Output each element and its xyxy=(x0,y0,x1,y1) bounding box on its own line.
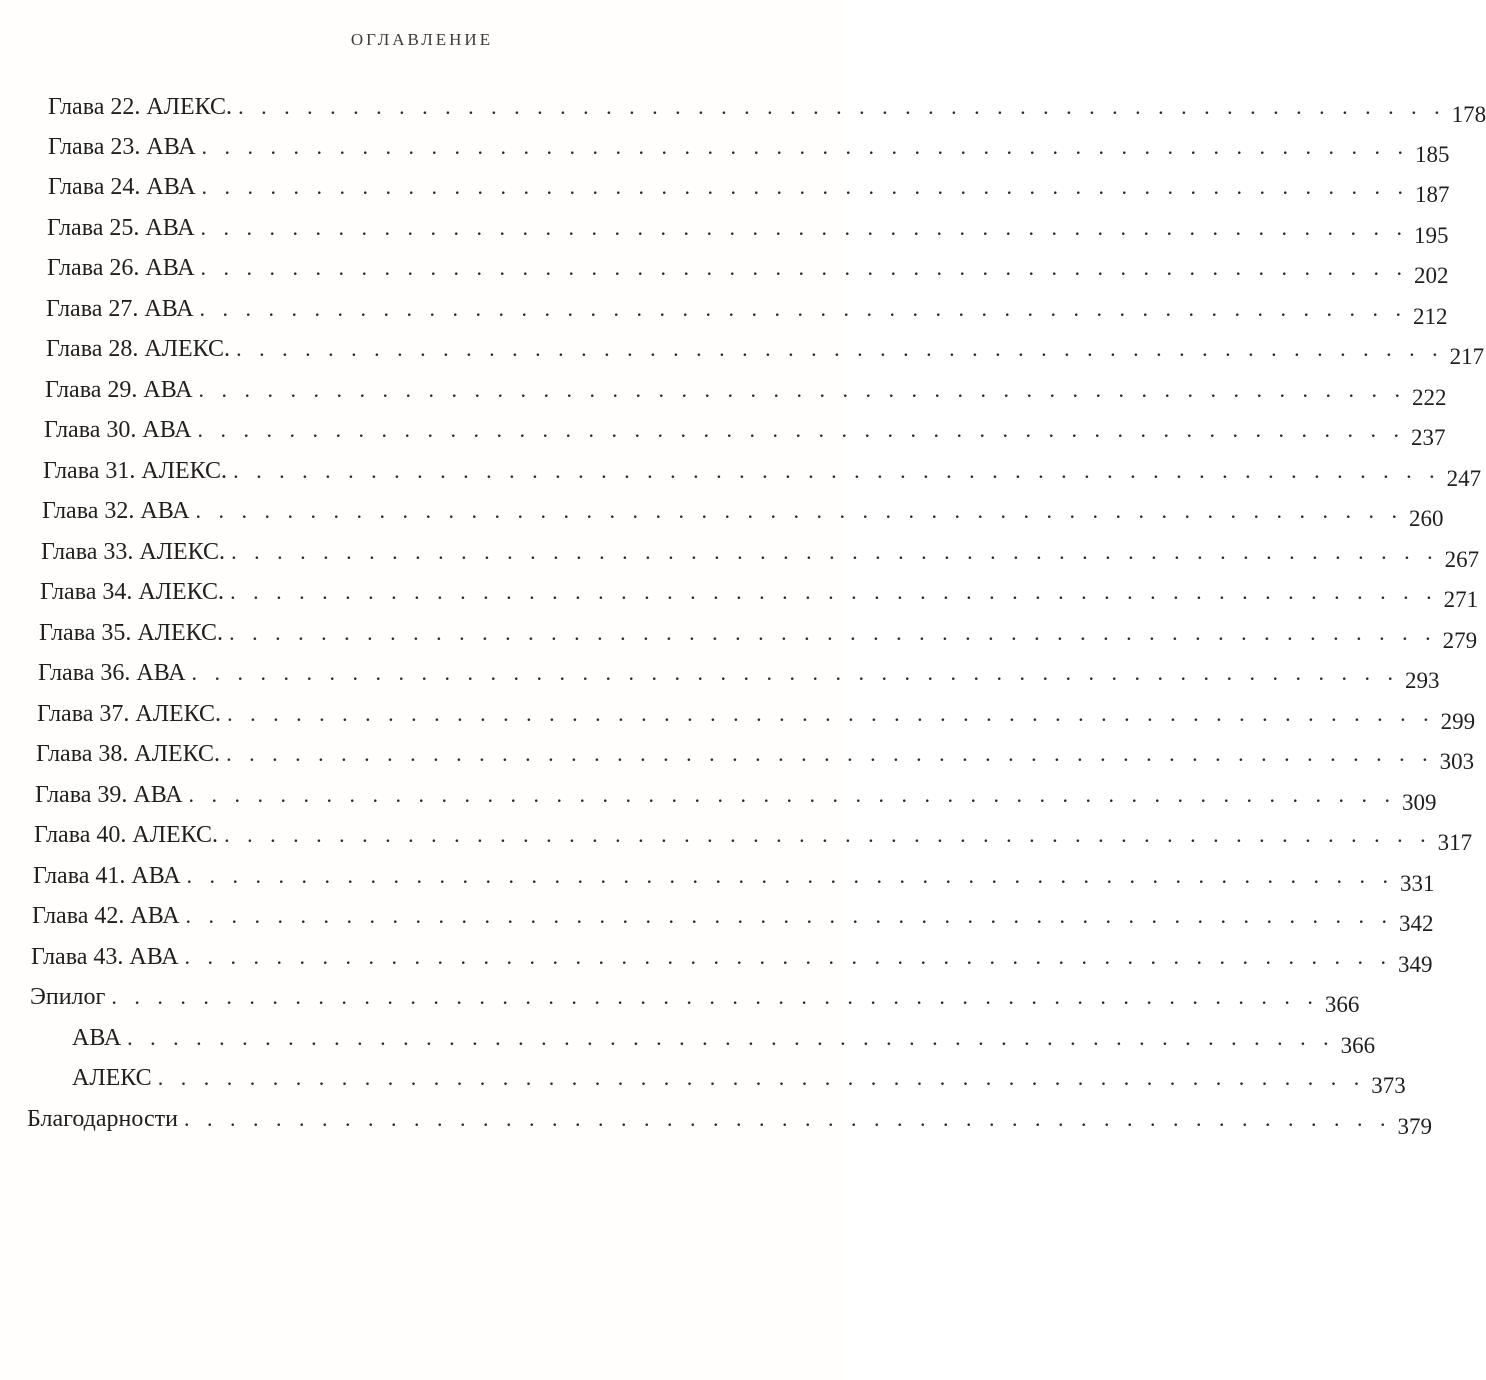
toc-entry-page: 331 xyxy=(1400,871,1435,896)
dot-leader: . . . . . . . . . . . . . . . . . . . . . . . . . . . . . . . . . . . . . . . . . . . . . . . . . . . . . xyxy=(197,417,1406,442)
dot-leader: . . . . . . . . . . . . . . . . . . . . . . . . . . . . . . . . . . . . . . . . . . . . . . . . . . . . . xyxy=(200,255,1409,280)
dot-leader: . . . . . . . . . . . . . . . . . . . . . . . . . . . . . . . . . . . . . . . . . . . . . . . . . . . . . xyxy=(230,579,1438,604)
toc-entry-page: 212 xyxy=(1413,304,1448,329)
toc-entry-label: Глава 34. АЛЕКС. xyxy=(40,579,225,605)
toc-entry-label: АЛЕКС xyxy=(72,1065,152,1091)
toc-entry-label: Глава 40. АЛЕКС. xyxy=(34,822,219,848)
toc-entry-page: 317 xyxy=(1437,830,1473,855)
toc-entry xyxy=(43,452,1482,491)
toc-entry-label: Глава 30. АВА xyxy=(44,417,192,443)
toc-entry-page: 366 xyxy=(1324,992,1360,1017)
dot-leader: . . . . . . . . . . . . . . . . . . . . . . . . . . . . . . . . . . . . . . . . . . . . . . . . . . . . . xyxy=(157,1065,1366,1090)
toc-entry xyxy=(27,1100,1432,1139)
dot-leader: . . . . . . . . . . . . . . . . . . . . . . . . . . . . . . . . . . . . . . . . . . . . . . . . . . . . . xyxy=(238,94,1446,119)
toc-entry xyxy=(33,857,1435,896)
toc-entry xyxy=(32,897,1434,936)
toc-entry xyxy=(37,695,1476,734)
toc-entry-page: 202 xyxy=(1414,263,1449,288)
toc-entry-page: 195 xyxy=(1414,223,1449,248)
toc-entry-label: Глава 42. АВА xyxy=(32,903,180,929)
dot-leader: . . . . . . . . . . . . . . . . . . . . . . . . . . . . . . . . . . . . . . . . . . . . . . . . . . . . . xyxy=(127,1025,1335,1050)
dot-leader: . . . . . . . . . . . . . . . . . . . . . . . . . . . . . . . . . . . . . . . . . . . . . . . . . . . . . xyxy=(200,215,1409,240)
toc-entry-page: 237 xyxy=(1411,425,1446,450)
toc-entry xyxy=(48,128,1450,167)
toc-entry-label: Глава 39. АВА xyxy=(35,782,183,808)
toc-entry-label: Глава 38. АЛЕКС. xyxy=(36,741,221,767)
dot-leader: . . . . . . . . . . . . . . . . . . . . . . . . . . . . . . . . . . . . . . . . . . . . . . . . . . . . . xyxy=(199,296,1408,321)
toc-entry-label: Глава 22. АЛЕКС. xyxy=(48,94,233,120)
toc-subentry xyxy=(72,1019,1376,1058)
toc-entry xyxy=(39,614,1478,653)
toc-entry xyxy=(46,290,1448,329)
toc-entry xyxy=(42,492,1444,531)
toc-entry-page: 260 xyxy=(1409,506,1444,531)
toc-entry-page: 379 xyxy=(1397,1114,1432,1139)
dot-leader: . . . . . . . . . . . . . . . . . . . . . . . . . . . . . . . . . . . . . . . . . . . . . . . . . . . . . xyxy=(224,822,1432,847)
toc-subentry xyxy=(72,1059,1406,1098)
toc-entry-label: Эпилог xyxy=(30,984,106,1010)
toc-entry xyxy=(38,654,1440,693)
dot-leader: . . . . . . . . . . . . . . . . . . . . . . . . . . . . . . . . . . . . . . . . . . . . . . . . . . . . . xyxy=(191,660,1400,685)
toc-entry-label: Глава 23. АВА xyxy=(48,134,196,160)
toc-entry-page: 187 xyxy=(1415,182,1450,207)
dot-leader: . . . . . . . . . . . . . . . . . . . . . . . . . . . . . . . . . . . . . . . . . . . . . . . . . . . . . xyxy=(201,174,1410,199)
toc-entry xyxy=(41,533,1480,572)
toc-entry-label: Глава 25. АВА xyxy=(47,215,195,241)
dot-leader: . . . . . . . . . . . . . . . . . . . . . . . . . . . . . . . . . . . . . . . . . . . . . . . . . . . . . xyxy=(198,377,1407,402)
dot-leader: . . . . . . . . . . . . . . . . . . . . . . . . . . . . . . . . . . . . . . . . . . . . . . . . . . . . . xyxy=(236,336,1444,361)
toc-entry-page: 366 xyxy=(1340,1033,1376,1058)
toc-entry-page: 247 xyxy=(1446,466,1482,491)
running-head: ОГЛАВЛЕНИЕ xyxy=(350,30,494,49)
toc-entry-label: Глава 36. АВА xyxy=(38,660,186,686)
dot-leader: . . . . . . . . . . . . . . . . . . . . . . . . . . . . . . . . . . . . . . . . . . . . . . . . . . . . . xyxy=(233,458,1441,483)
toc-entry-page: 267 xyxy=(1444,547,1480,572)
toc-entry-label: Глава 26. АВА xyxy=(47,255,195,281)
toc-entry xyxy=(35,776,1437,815)
toc-entry xyxy=(30,978,1360,1017)
dot-leader: . . . . . . . . . . . . . . . . . . . . . . . . . . . . . . . . . . . . . . . . . . . . . . . . . . . . . xyxy=(227,701,1435,726)
toc-entry-page: 271 xyxy=(1443,587,1479,612)
dot-leader: . . . . . . . . . . . . . . . . . . . . . . . . . . . . . . . . . . . . . . . . . . . . . . . . . . . . . xyxy=(226,741,1434,766)
toc-entry-label: Глава 29. АВА xyxy=(45,377,193,403)
dot-leader: . . . . . . . . . . . . . . . . . . . . . . . . . . . . . . . . . . . . . . . . . . . . . . . . . . . . . xyxy=(195,498,1404,523)
toc-entry xyxy=(36,735,1475,774)
toc-entry-label: Глава 35. АЛЕКС. xyxy=(39,620,224,646)
toc-entry-page: 185 xyxy=(1415,142,1450,167)
toc-entry-page: 309 xyxy=(1402,790,1437,815)
toc-entry-label: Глава 32. АВА xyxy=(42,498,190,524)
toc-entry xyxy=(48,168,1450,207)
toc-entry-label: Глава 28. АЛЕКС. xyxy=(46,336,231,362)
toc-entry-page: 303 xyxy=(1439,749,1475,774)
dot-leader: . . . . . . . . . . . . . . . . . . . . . . . . . . . . . . . . . . . . . . . . . . . . . . . . . . . . . xyxy=(184,944,1393,969)
toc-entry xyxy=(46,330,1485,369)
toc-entry-page: 279 xyxy=(1442,628,1478,653)
toc-entry xyxy=(45,371,1447,410)
toc-entry-page: 349 xyxy=(1398,952,1433,977)
toc-entry xyxy=(34,816,1473,855)
toc-entry xyxy=(44,411,1446,450)
toc-entry-page: 222 xyxy=(1412,385,1447,410)
toc-entry-page: 299 xyxy=(1440,709,1476,734)
toc-entry xyxy=(40,573,1479,612)
toc-entry-page: 293 xyxy=(1405,668,1440,693)
toc-entry-page: 373 xyxy=(1371,1073,1406,1098)
toc-entry xyxy=(47,209,1449,248)
toc-entry-label: Глава 43. АВА xyxy=(31,944,179,970)
dot-leader: . . . . . . . . . . . . . . . . . . . . . . . . . . . . . . . . . . . . . . . . . . . . . . . . . . . . . xyxy=(185,903,1394,928)
dot-leader: . . . . . . . . . . . . . . . . . . . . . . . . . . . . . . . . . . . . . . . . . . . . . . . . . . . . . xyxy=(186,863,1395,888)
dot-leader: . . . . . . . . . . . . . . . . . . . . . . . . . . . . . . . . . . . . . . . . . . . . . . . . . . . . . xyxy=(111,984,1319,1009)
dot-leader: . . . . . . . . . . . . . . . . . . . . . . . . . . . . . . . . . . . . . . . . . . . . . . . . . . . . . xyxy=(188,782,1397,807)
dot-leader: . . . . . . . . . . . . . . . . . . . . . . . . . . . . . . . . . . . . . . . . . . . . . . . . . . . . . xyxy=(231,539,1439,564)
dot-leader: . . . . . . . . . . . . . . . . . . . . . . . . . . . . . . . . . . . . . . . . . . . . . . . . . . . . . xyxy=(183,1106,1392,1131)
toc-entry-label: Глава 33. АЛЕКС. xyxy=(41,539,226,565)
toc-entry-page: 217 xyxy=(1449,344,1485,369)
toc-entry-label: Глава 37. АЛЕКС. xyxy=(37,701,222,727)
toc-entry xyxy=(47,249,1449,288)
toc-entry xyxy=(48,88,1486,127)
toc-entry-label: Благодарности xyxy=(27,1106,178,1132)
toc-entry-page: 342 xyxy=(1399,911,1434,936)
toc-entry-page: 178 xyxy=(1451,102,1486,127)
toc-entry-label: Глава 41. АВА xyxy=(33,863,181,889)
dot-leader: . . . . . . . . . . . . . . . . . . . . . . . . . . . . . . . . . . . . . . . . . . . . . . . . . . . . . xyxy=(201,134,1410,159)
toc-entry-label: Глава 24. АВА xyxy=(48,174,196,200)
toc-entry-label: Глава 27. АВА xyxy=(46,296,194,322)
dot-leader: . . . . . . . . . . . . . . . . . . . . . . . . . . . . . . . . . . . . . . . . . . . . . . . . . . . . . xyxy=(229,620,1437,645)
toc-entry-label: Глава 31. АЛЕКС. xyxy=(43,458,228,484)
toc-entry-label: АВА xyxy=(72,1025,122,1051)
toc-entry xyxy=(31,938,1433,977)
